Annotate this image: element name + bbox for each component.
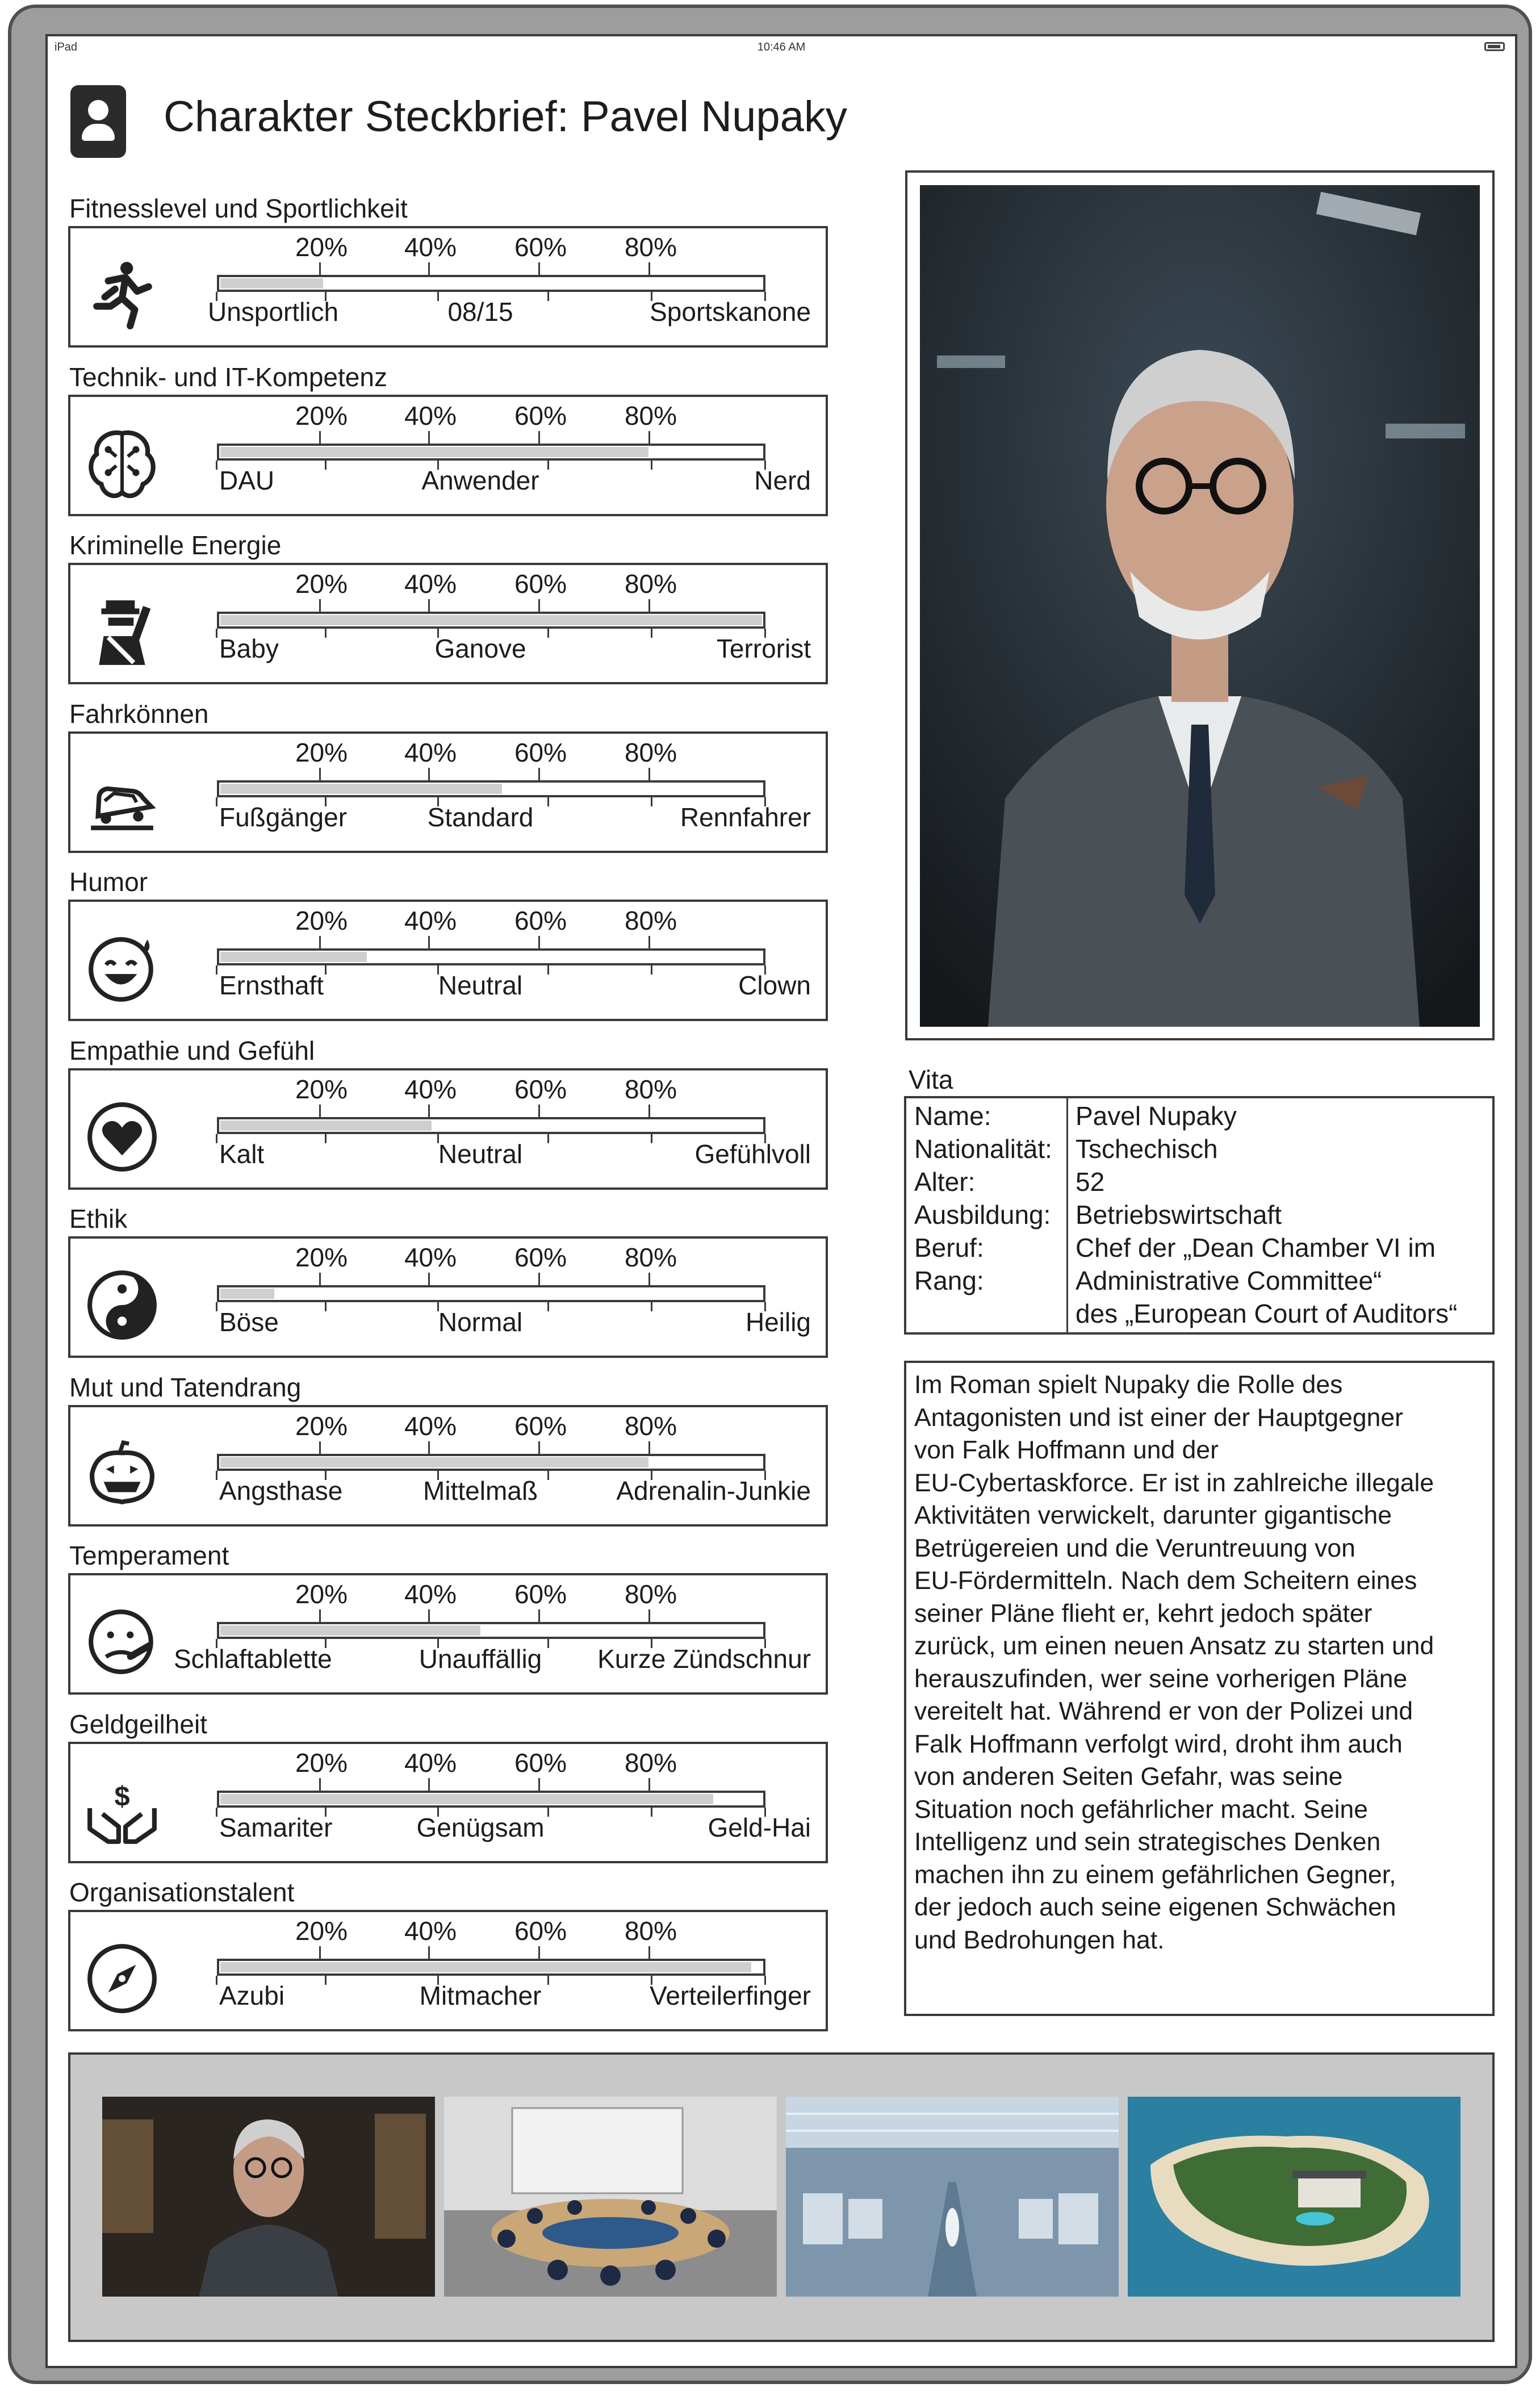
vita-key: Alter:	[914, 1167, 976, 1197]
scale-tick	[648, 1441, 650, 1454]
scale-tick	[216, 965, 217, 975]
trait-label: Mut und Tatendrang	[69, 1372, 302, 1402]
scale-tick-label: 20%	[295, 1916, 348, 1946]
level-bar	[217, 1622, 765, 1639]
scale-tick	[319, 768, 321, 780]
scale-tick	[319, 262, 321, 275]
scale-tick-label: 80%	[624, 1074, 677, 1104]
scale-tick-label: 40%	[404, 400, 457, 430]
scale-mid-label: Unauffällig	[419, 1644, 542, 1674]
scale-tick	[319, 599, 321, 612]
heart-icon	[85, 1100, 159, 1174]
scale-tick	[547, 1808, 549, 1817]
level-bar-fill	[220, 784, 502, 794]
scale-tick	[319, 1273, 321, 1285]
vita-key: Name:	[914, 1101, 991, 1131]
device-name: iPad	[55, 41, 78, 53]
scale-tick-label: 20%	[295, 737, 348, 767]
scale-low-label: Unsportlich	[208, 297, 339, 327]
scale-tick	[319, 1105, 321, 1117]
trait-panel	[68, 731, 828, 853]
scale-tick	[651, 461, 652, 470]
scale-tick	[648, 936, 650, 948]
scale-tick	[547, 1976, 549, 1985]
scale-tick-label: 80%	[624, 569, 677, 599]
level-bar	[217, 444, 765, 461]
scale-tick	[428, 431, 430, 444]
scale-tick	[648, 1778, 650, 1791]
scale-mid-label: Mitmacher	[419, 1981, 542, 2010]
scale-tick	[547, 797, 549, 806]
trait-panel	[68, 1236, 828, 1358]
trait-panel	[68, 1910, 828, 2031]
description-line: von anderen Seiten Gefahr, was seine	[914, 1763, 1343, 1791]
tablet-screen	[45, 34, 1517, 2368]
trait-label: Ethik	[69, 1204, 128, 1233]
scale-tick	[538, 1609, 540, 1622]
scale-tick	[428, 1946, 430, 1959]
trait-panel	[68, 563, 828, 684]
scale-low-label: Azubi	[219, 1981, 285, 2010]
scale-tick-label: 80%	[624, 906, 677, 935]
scale-tick-label: 80%	[624, 400, 677, 430]
scale-tick	[216, 1302, 217, 1311]
scale-tick-label: 60%	[514, 1074, 567, 1104]
vita-value: Betriebswirtschaft	[1076, 1200, 1282, 1230]
scale-tick	[216, 629, 217, 638]
page-title: Charakter Steckbrief: Pavel Nupaky	[164, 93, 847, 141]
scale-tick-label: 40%	[404, 1916, 457, 1946]
description-line: Aktivitäten verwickelt, darunter gigantische	[914, 1502, 1392, 1529]
trait-label: Kriminelle Energie	[69, 530, 282, 560]
scale-low-label: DAU	[219, 465, 275, 495]
scale-tick	[216, 1976, 217, 1985]
level-bar	[217, 275, 765, 292]
scale-tick	[651, 629, 652, 638]
scale-tick-label: 80%	[624, 1747, 677, 1778]
trait-panel	[68, 395, 828, 516]
scale-tick	[319, 1441, 321, 1454]
level-bar	[217, 1791, 765, 1808]
scale-tick	[428, 1778, 430, 1791]
scale-tick	[547, 629, 549, 638]
description-line: Antagonisten und ist einer der Hauptgegner	[914, 1403, 1403, 1432]
vita-value: Pavel Nupaky	[1076, 1101, 1237, 1131]
scale-tick	[428, 1273, 430, 1285]
vita-key: Beruf:	[914, 1233, 984, 1262]
scale-low-label: Fußgänger	[219, 802, 348, 832]
scale-tick	[538, 1441, 540, 1454]
scale-tick-label: 60%	[514, 232, 567, 262]
description-line: Betrügereien und die Veruntreuung von	[914, 1534, 1355, 1562]
scale-low-label: Schlaftablette	[174, 1644, 332, 1674]
trait-label: Fitnesslevel und Sportlichkeit	[69, 194, 408, 223]
scale-tick-label: 60%	[514, 737, 567, 767]
scale-tick-label: 60%	[514, 1243, 567, 1272]
scale-low-label: Böse	[219, 1307, 279, 1337]
scale-tick	[319, 936, 321, 948]
scale-tick-label: 40%	[404, 1411, 457, 1441]
gallery-portrait[interactable]	[102, 2097, 435, 2297]
scale-high-label: Clown	[738, 971, 811, 1000]
scale-high-label: Rennfahrer	[680, 802, 811, 832]
description-line: der jedoch auch seine eigenen Schwächen	[914, 1893, 1396, 1921]
scale-tick	[538, 1105, 540, 1117]
scale-high-label: Adrenalin-Junkie	[616, 1475, 811, 1506]
scale-mid-label: 08/15	[447, 297, 513, 327]
scale-tick	[428, 936, 430, 948]
scale-mid-label: Mittelmaß	[423, 1475, 538, 1506]
svg-text:$: $	[114, 1781, 130, 1812]
scale-tick	[319, 1778, 321, 1791]
scale-tick-label: 20%	[295, 400, 348, 430]
scale-tick-label: 40%	[404, 1243, 457, 1272]
scale-tick-label: 20%	[295, 232, 348, 262]
scale-tick	[651, 1134, 652, 1143]
scale-tick	[547, 965, 549, 975]
sick-face-icon	[85, 1605, 159, 1679]
trait-panel	[68, 1573, 828, 1695]
trait-label: Organisationstalent	[69, 1877, 295, 1907]
status-time: 10:46 AM	[757, 41, 806, 53]
description-line: und Bedrohungen hat.	[914, 1926, 1165, 1954]
gallery-island-villa[interactable]	[1128, 2097, 1461, 2297]
scale-tick-label: 60%	[514, 1916, 567, 1946]
vita-heading: Vita	[909, 1065, 953, 1094]
battery-icon	[1484, 42, 1505, 51]
scale-tick	[216, 797, 217, 806]
scale-tick-label: 60%	[514, 1747, 567, 1778]
scale-tick	[216, 1808, 217, 1817]
level-bar	[217, 1959, 765, 1976]
gallery-factory-hall[interactable]	[786, 2097, 1119, 2297]
scale-tick-label: 20%	[295, 1411, 348, 1441]
scale-tick-label: 40%	[404, 569, 457, 599]
scale-tick	[547, 461, 549, 470]
description-line: vereitelt hat. Während er von der Polizei und	[914, 1697, 1413, 1725]
compass-icon	[85, 1942, 159, 2015]
scale-high-label: Sportskanone	[650, 297, 811, 327]
scale-tick	[547, 1134, 549, 1143]
vita-value: Tschechisch	[1076, 1134, 1218, 1164]
brain-circuit-icon	[85, 426, 159, 500]
scale-tick-label: 40%	[404, 1074, 457, 1104]
scale-tick	[325, 1302, 327, 1311]
scale-tick-label: 20%	[295, 1579, 348, 1609]
scale-tick	[648, 1946, 650, 1959]
level-bar-fill	[220, 1625, 480, 1636]
level-bar	[217, 1454, 765, 1471]
level-bar-fill	[220, 1289, 274, 1299]
scale-tick	[648, 599, 650, 612]
scale-tick	[547, 292, 549, 301]
trait-label: Empathie und Gefühl	[69, 1035, 315, 1065]
scale-low-label: Kalt	[219, 1139, 265, 1169]
running-icon	[85, 258, 159, 332]
scale-low-label: Ernsthaft	[219, 971, 324, 1000]
scale-high-label: Gefühlvoll	[694, 1139, 811, 1169]
scale-tick	[325, 1976, 327, 1985]
description-line: herauszufinden, wer seine vorherigen Pläne	[914, 1665, 1408, 1693]
scale-tick	[428, 768, 430, 780]
scale-tick	[651, 797, 652, 806]
scale-tick-label: 60%	[514, 400, 567, 430]
pumpkin-icon	[85, 1437, 159, 1511]
vita-value: Chef der „Dean Chamber VI im	[1076, 1233, 1436, 1262]
scale-tick-label: 40%	[404, 906, 457, 935]
scale-tick	[648, 768, 650, 780]
scale-tick	[648, 431, 650, 444]
gallery-meeting-room[interactable]	[444, 2097, 777, 2297]
portrait-photo	[920, 185, 1480, 1027]
scale-mid-label: Anwender	[421, 465, 539, 495]
car-crash-icon	[85, 763, 159, 837]
scale-tick	[538, 262, 540, 275]
trait-panel	[68, 1405, 828, 1527]
scale-low-label: Samariter	[219, 1812, 333, 1842]
scale-tick	[648, 1273, 650, 1285]
trait-panel	[68, 1068, 828, 1190]
character-description	[904, 1361, 1495, 2016]
scale-tick	[538, 599, 540, 612]
scale-tick	[648, 262, 650, 275]
scale-tick	[325, 1134, 327, 1143]
scale-high-label: Nerd	[754, 465, 811, 495]
scale-tick-label: 80%	[624, 1916, 677, 1946]
level-bar	[217, 1285, 765, 1302]
scale-tick	[651, 1808, 652, 1817]
description-line: EU-Cybertaskforce. Er ist in zahlreiche illegale	[914, 1469, 1434, 1497]
scale-tick	[428, 262, 430, 275]
scale-tick-label: 60%	[514, 906, 567, 935]
trait-panel	[68, 226, 828, 348]
scale-tick	[319, 1609, 321, 1622]
scale-tick	[216, 1134, 217, 1143]
scale-tick-label: 80%	[624, 1243, 677, 1272]
scale-tick-label: 20%	[295, 569, 348, 599]
scale-high-label: Terrorist	[716, 634, 811, 663]
scale-tick	[325, 965, 327, 975]
yin-yang-icon	[85, 1268, 159, 1342]
scale-tick	[538, 768, 540, 780]
scale-tick-label: 40%	[404, 1747, 457, 1778]
description-line: Im Roman spielt Nupaky die Rolle des	[914, 1371, 1343, 1399]
trait-label: Temperament	[69, 1541, 229, 1570]
scale-tick	[428, 1609, 430, 1622]
trait-label: Humor	[69, 867, 148, 897]
vita-key: Nationalität:	[914, 1134, 1052, 1164]
scale-tick-label: 20%	[295, 1747, 348, 1778]
scale-tick-label: 80%	[624, 232, 677, 262]
scale-mid-label: Neutral	[438, 1139, 523, 1169]
scale-tick-label: 60%	[514, 1579, 567, 1609]
scale-tick	[651, 1302, 652, 1311]
level-bar-fill	[220, 1794, 713, 1804]
trait-label: Technik- und IT-Kompetenz	[69, 362, 387, 392]
scale-mid-label: Standard	[427, 802, 534, 832]
scale-tick	[648, 1609, 650, 1622]
laughing-face-icon	[85, 931, 159, 1005]
scale-tick	[651, 965, 652, 975]
scale-tick	[325, 629, 327, 638]
level-bar	[217, 612, 765, 629]
scale-tick-label: 60%	[514, 1411, 567, 1441]
scale-tick	[547, 1639, 549, 1648]
tablet-device-frame	[8, 5, 1532, 2384]
level-bar-fill	[220, 1457, 648, 1467]
vita-value: 52	[1076, 1167, 1105, 1197]
scale-tick	[428, 1105, 430, 1117]
trait-label: Geldgeilheit	[69, 1709, 207, 1739]
level-bar	[217, 948, 765, 965]
trait-label: Fahrkönnen	[69, 699, 209, 729]
scale-tick-label: 60%	[514, 569, 567, 599]
level-bar-fill	[220, 447, 648, 457]
scale-tick	[538, 1946, 540, 1959]
scale-tick	[538, 1273, 540, 1285]
scale-mid-label: Normal	[438, 1307, 523, 1337]
scale-tick	[216, 1471, 217, 1480]
vita-key: Ausbildung:	[914, 1200, 1051, 1230]
scale-mid-label: Genügsam	[416, 1812, 545, 1842]
scale-tick-label: 20%	[295, 906, 348, 935]
scale-tick-label: 20%	[295, 1074, 348, 1104]
scale-high-label: Kurze Zündschnur	[597, 1644, 811, 1674]
scale-mid-label: Ganove	[434, 634, 526, 663]
trait-panel	[68, 900, 828, 1021]
vita-value: Administrative Committee“	[1076, 1266, 1382, 1295]
level-bar-fill	[220, 952, 367, 962]
status-bar	[48, 36, 1515, 59]
user-profile-icon	[70, 85, 126, 158]
level-bar	[217, 1117, 765, 1134]
scale-tick-label: 40%	[404, 232, 457, 262]
trait-panel	[68, 1742, 828, 1863]
image-gallery	[68, 2052, 1495, 2342]
scale-tick	[538, 1778, 540, 1791]
scale-tick	[547, 1471, 549, 1480]
level-bar-fill	[220, 615, 762, 625]
level-bar-fill	[220, 1120, 432, 1131]
scale-low-label: Angsthase	[219, 1475, 343, 1506]
scale-tick-label: 80%	[624, 1579, 677, 1609]
scale-tick-label: 80%	[624, 1411, 677, 1441]
burglar-icon	[85, 595, 159, 668]
scale-tick	[538, 936, 540, 948]
description-line: machen ihn zu einem gefährlichen Gegner,	[914, 1860, 1396, 1889]
description-line: von Falk Hoffmann und der	[914, 1436, 1219, 1464]
scale-tick	[325, 461, 327, 470]
vita-value: des „European Court of Auditors“	[1076, 1299, 1458, 1328]
scale-high-label: Geld-Hai	[708, 1812, 811, 1842]
description-line: Intelligenz und sein strategisches Denken	[914, 1828, 1381, 1856]
scale-tick	[319, 431, 321, 444]
level-bar-fill	[220, 1962, 751, 1972]
vita-table	[904, 1096, 1495, 1335]
scale-tick	[428, 1441, 430, 1454]
portrait-frame	[905, 170, 1495, 1040]
scale-high-label: Heilig	[745, 1307, 811, 1337]
description-line: seiner Pläne flieht er, kehrt jedoch später	[914, 1599, 1372, 1628]
scale-high-label: Verteilerfinger	[650, 1981, 811, 2010]
scale-low-label: Baby	[219, 634, 279, 663]
money-hands-icon	[85, 1774, 159, 1847]
scale-tick	[538, 431, 540, 444]
scale-tick	[216, 461, 217, 470]
scale-tick	[547, 1302, 549, 1311]
scale-tick-label: 40%	[404, 1579, 457, 1609]
scale-tick	[319, 1946, 321, 1959]
scale-tick	[648, 1105, 650, 1117]
description-line: Falk Hoffmann verfolgt wird, droht ihm auch	[914, 1730, 1403, 1758]
scale-tick	[437, 292, 439, 301]
scale-mid-label: Neutral	[438, 971, 523, 1000]
description-line: EU-Fördermitteln. Nach dem Scheitern eines	[914, 1567, 1417, 1595]
scale-tick-label: 80%	[624, 737, 677, 767]
scale-tick-label: 40%	[404, 737, 457, 767]
vita-key: Rang:	[914, 1266, 984, 1295]
level-bar-fill	[220, 278, 323, 288]
scale-tick-label: 20%	[295, 1243, 348, 1272]
description-line: Situation noch gefährlicher macht. Seine	[914, 1795, 1369, 1824]
scale-tick	[428, 599, 430, 612]
level-bar	[217, 780, 765, 797]
description-line: zurück, um einen neuen Ansatz zu starten und	[914, 1632, 1434, 1660]
